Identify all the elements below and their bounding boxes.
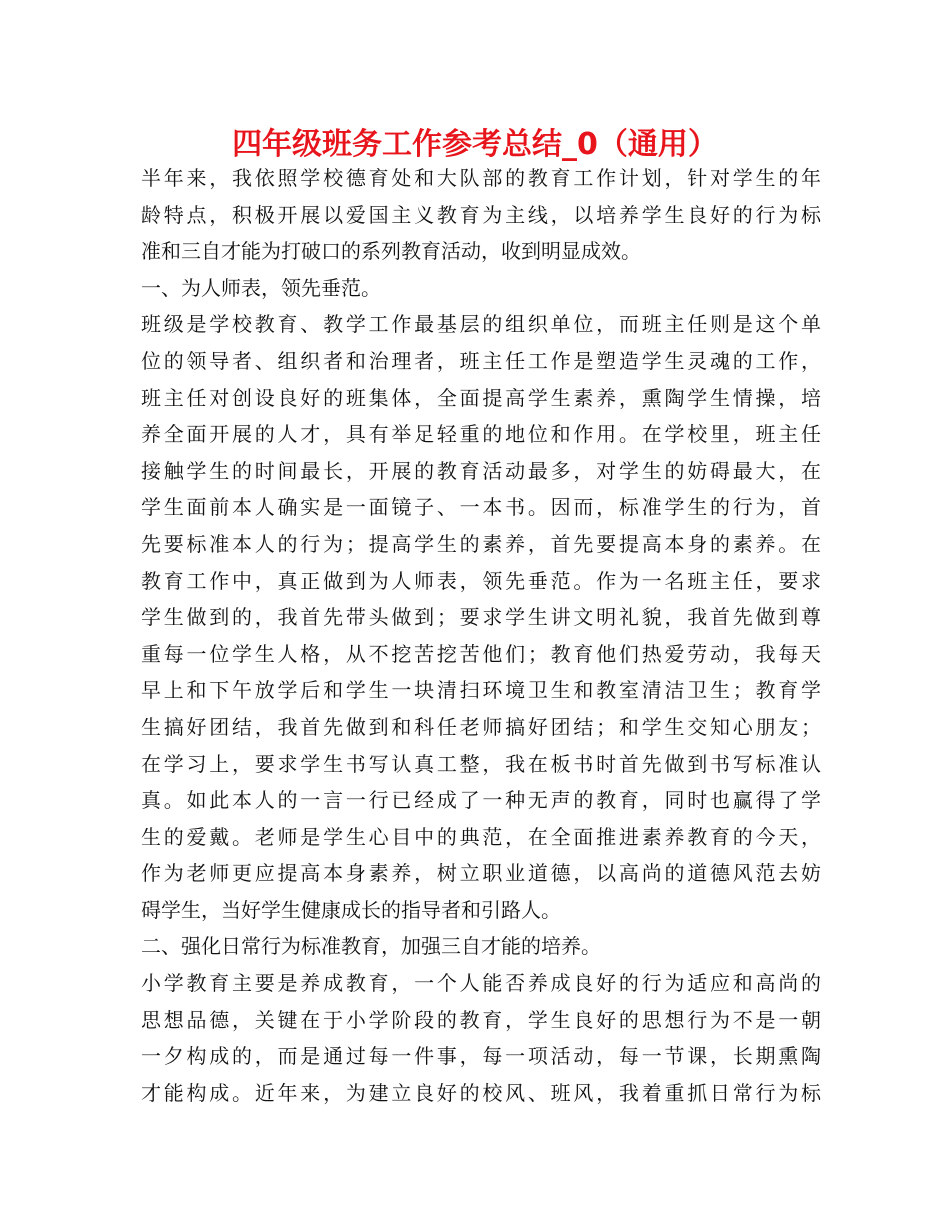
text-line: 重每一位学生人格，从不挖苦挖苦他们；教育他们热爱劳动，我每天 — [141, 641, 821, 666]
text-line: 半年来，我依照学校德育处和大队部的教育工作计划，针对学生的年 — [141, 166, 821, 190]
text-line: 班主任对创设良好的班集体，全面提高学生素养，熏陶学生情操，培 — [141, 385, 821, 410]
text-line: 真。如此本人的一言一行已经成了一种无声的教育，同时也赢得了学 — [141, 788, 821, 813]
text-line: 班级是学校教育、教学工作最基层的组织单位，而班主任则是这个单 — [141, 312, 821, 337]
text-line: 才能构成。近年来，为建立良好的校风、班风，我着重抓日常行为标 — [141, 1080, 821, 1105]
text-line: 学生面前本人确实是一面镜子、一本书。因而，标准学生的行为，首 — [141, 495, 821, 520]
text-line: 接触学生的时间最长，开展的教育活动最多，对学生的妨碍最大，在 — [141, 458, 821, 483]
text-line: 先要标准本人的行为；提高学生的素养，首先要提高本身的素养。在 — [141, 531, 821, 556]
text-line: 小学教育主要是养成教育，一个人能否养成良好的行为适应和高尚的 — [141, 971, 821, 996]
text-line: 位的领导者、组织者和治理者，班主任工作是塑造学生灵魂的工作， — [141, 348, 821, 373]
document-title: 四年级班务工作参考总结_0（通用） — [232, 127, 718, 162]
text-line: 二、强化日常行为标准教育，加强三自才能的培养。 — [141, 934, 601, 959]
text-line: 思想品德，关键在于小学阶段的教育，学生良好的思想行为不是一朝 — [141, 1007, 821, 1032]
text-line: 在学习上，要求学生书写认真工整，我在板书时首先做到书写标准认 — [141, 751, 821, 776]
text-line: 生搞好团结，我首先做到和科任老师搞好团结；和学生交知心朋友； — [141, 714, 821, 739]
text-line: 养全面开展的人才，具有举足轻重的地位和作用。在学校里，班主任 — [141, 422, 821, 447]
text-line: 生的爱戴。老师是学生心目中的典范，在全面推进素养教育的今天， — [141, 824, 821, 849]
text-line: 学生做到的，我首先带头做到；要求学生讲文明礼貌，我首先做到尊 — [141, 605, 821, 630]
text-line: 龄特点，积极开展以爱国主义教育为主线，以培养学生良好的行为标 — [141, 202, 821, 227]
text-line: 碍学生，当好学生健康成长的指导者和引路人。 — [141, 897, 561, 922]
text-line: 教育工作中，真正做到为人师表，领先垂范。作为一名班主任，要求 — [141, 568, 821, 593]
text-line: 一、为人师表，领先垂范。 — [141, 275, 381, 300]
text-line: 准和三自才能为打破口的系列教育活动，收到明显成效。 — [141, 239, 641, 264]
text-line: 一夕构成的，而是通过每一件事，每一项活动，每一节课，长期熏陶 — [141, 1044, 821, 1069]
text-line: 早上和下午放学后和学生一块清扫环境卫生和教室清洁卫生；教育学 — [141, 678, 821, 703]
document-body — [141, 160, 821, 1111]
text-line: 作为老师更应提高本身素养，树立职业道德，以高尚的道德风范去妨 — [141, 861, 821, 886]
